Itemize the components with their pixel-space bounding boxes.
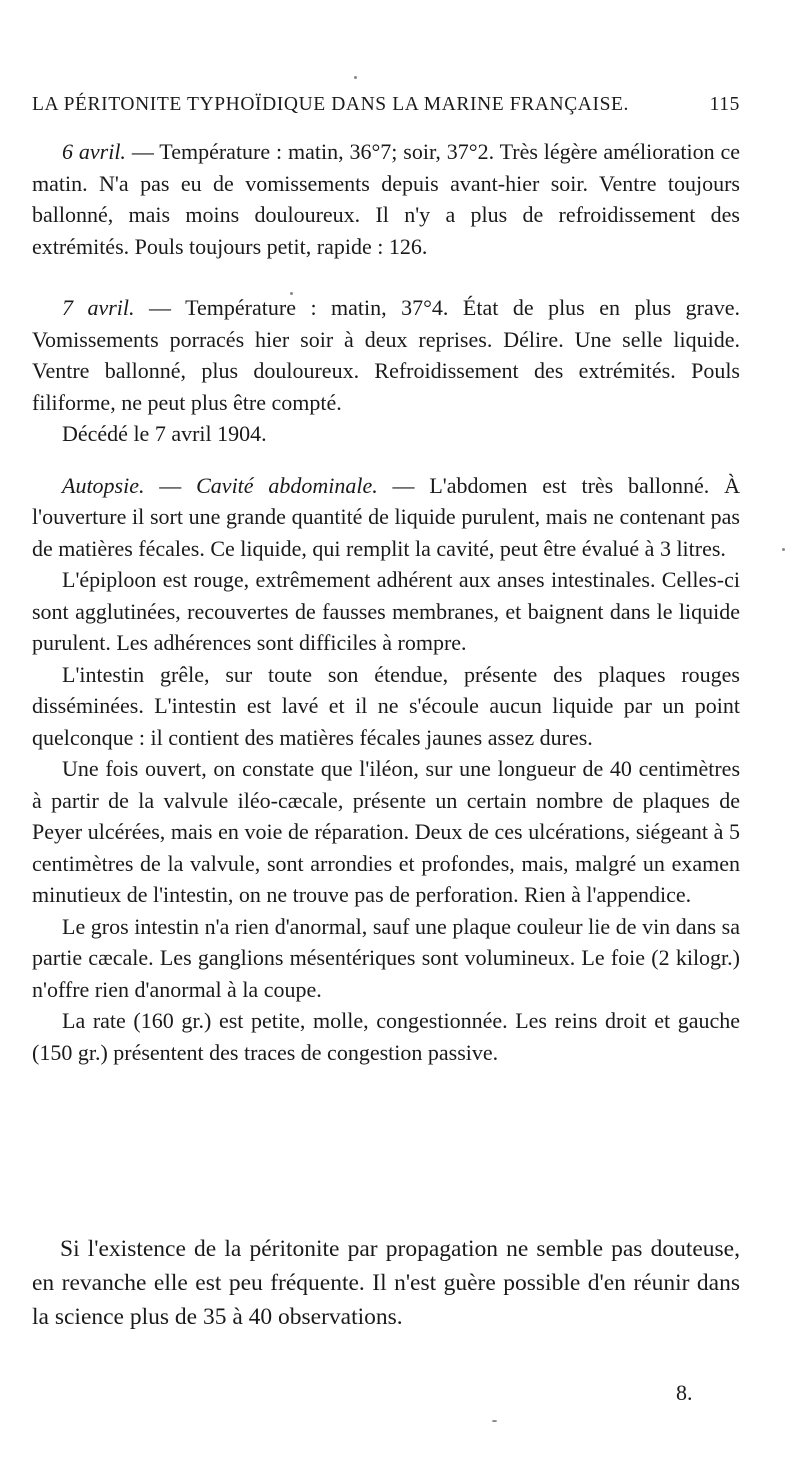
signature-mark: 8. <box>676 1380 693 1405</box>
entry-april-6 <box>32 136 740 262</box>
conclusion-block <box>32 1232 740 1334</box>
paragraph-epiploon: L'épiploon est rouge, extrêmement adhérent aux anses intestinales. Celles-ci sont agglutinées, recouvertes de fausses membranes, et baignent dans le liquide purulent. Les adhérences sont difficiles à rompre. <box>32 567 740 655</box>
print-speck <box>290 292 293 295</box>
paragraph-rate: La rate (160 gr.) est petite, molle, congestionnée. Les reins droit et gauche (150 gr.) présentent des traces de congestion passive. <box>32 1008 740 1065</box>
entry-april-7 <box>32 292 740 418</box>
autopsy-heading: Autopsie. <box>62 472 145 498</box>
print-speck <box>782 548 785 551</box>
death-note: Décédé le 7 avril 1904. <box>62 421 267 446</box>
entry-text: — Température : matin, 36°7; soir, 37°2. Très légère amélioration ce matin. N'a pas eu de vomissements depuis avant-hier soir. Ventre toujours ballonné, mais moins douloureux. Il n'y a plus de refroidissement des extrémités. Pouls toujours petit, rapide : 126. <box>32 139 740 259</box>
entry-date: 6 avril. <box>62 139 126 164</box>
clinical-notes <box>32 136 740 1068</box>
print-speck <box>354 76 357 79</box>
running-title: LA PÉRITONITE TYPHOÏDIQUE DANS LA MARINE FRANÇAISE. <box>32 94 630 115</box>
paragraph-intestin-grele: L'intestin grêle, sur toute son étendue, présente des plaques rouges disséminées. L'intestin est lavé et il ne s'écoule aucun liquide par un point quelconque : il contient des matières fécales jaunes assez dures. <box>32 661 740 750</box>
autopsy-paragraph <box>32 470 740 565</box>
print-speck <box>492 1420 497 1422</box>
autopsy-subheading: Cavité abdominale. <box>196 472 378 498</box>
conclusion-paragraph: Si l'existence de la péritonite par propagation ne semble pas douteuse, en revanche elle est peu fréquente. Il n'est guère possible d'en réunir dans la science plus de 35 à 40 observations. <box>32 1236 740 1330</box>
autopsy-dash: — <box>144 472 197 498</box>
entry-date: 7 avril. <box>62 295 135 320</box>
running-header <box>32 94 740 116</box>
paragraph-ileon: Une fois ouvert, on constate que l'iléon, sur une longueur de 40 centimètres à partir de la valvule iléo-cæcale, présente un certain nombre de plaques de Peyer ulcérées, mais en voie de réparation. Deux de ces ulcérations, siégeant à 5 centimètres de la valvule, sont arrondies et profondes, mais, malgré un examen minutieux de l'intestin, on ne trouve pas de perforation. Rien à l'appendice. <box>32 756 740 907</box>
page-number: 115 <box>709 94 740 115</box>
entry-text: — Température : matin, 37°4. État de plus en plus grave. Vomissements porracés hier soir à deux reprises. Délire. Une selle liquide. Ventre ballonné, plus douloureux. Refroidissement des extrémités. Pouls filiforme, ne peut plus être compté. <box>32 295 740 415</box>
autopsy-text: — L'abdomen est très ballonné. À l'ouverture il sort une grande quantité de liquide purulent, mais ne contenant pas de matières fécales. Ce liquide, qui remplit la cavité, peut être évalué à 3 litres. <box>32 472 741 561</box>
paragraph-gros-intestin: Le gros intestin n'a rien d'anormal, sauf une plaque couleur lie de vin dans sa partie cæcale. Les ganglions mésentériques sont volumineux. Le foie (2 kilogr.) n'offre rien d'anormal à la coupe. <box>32 913 740 1002</box>
